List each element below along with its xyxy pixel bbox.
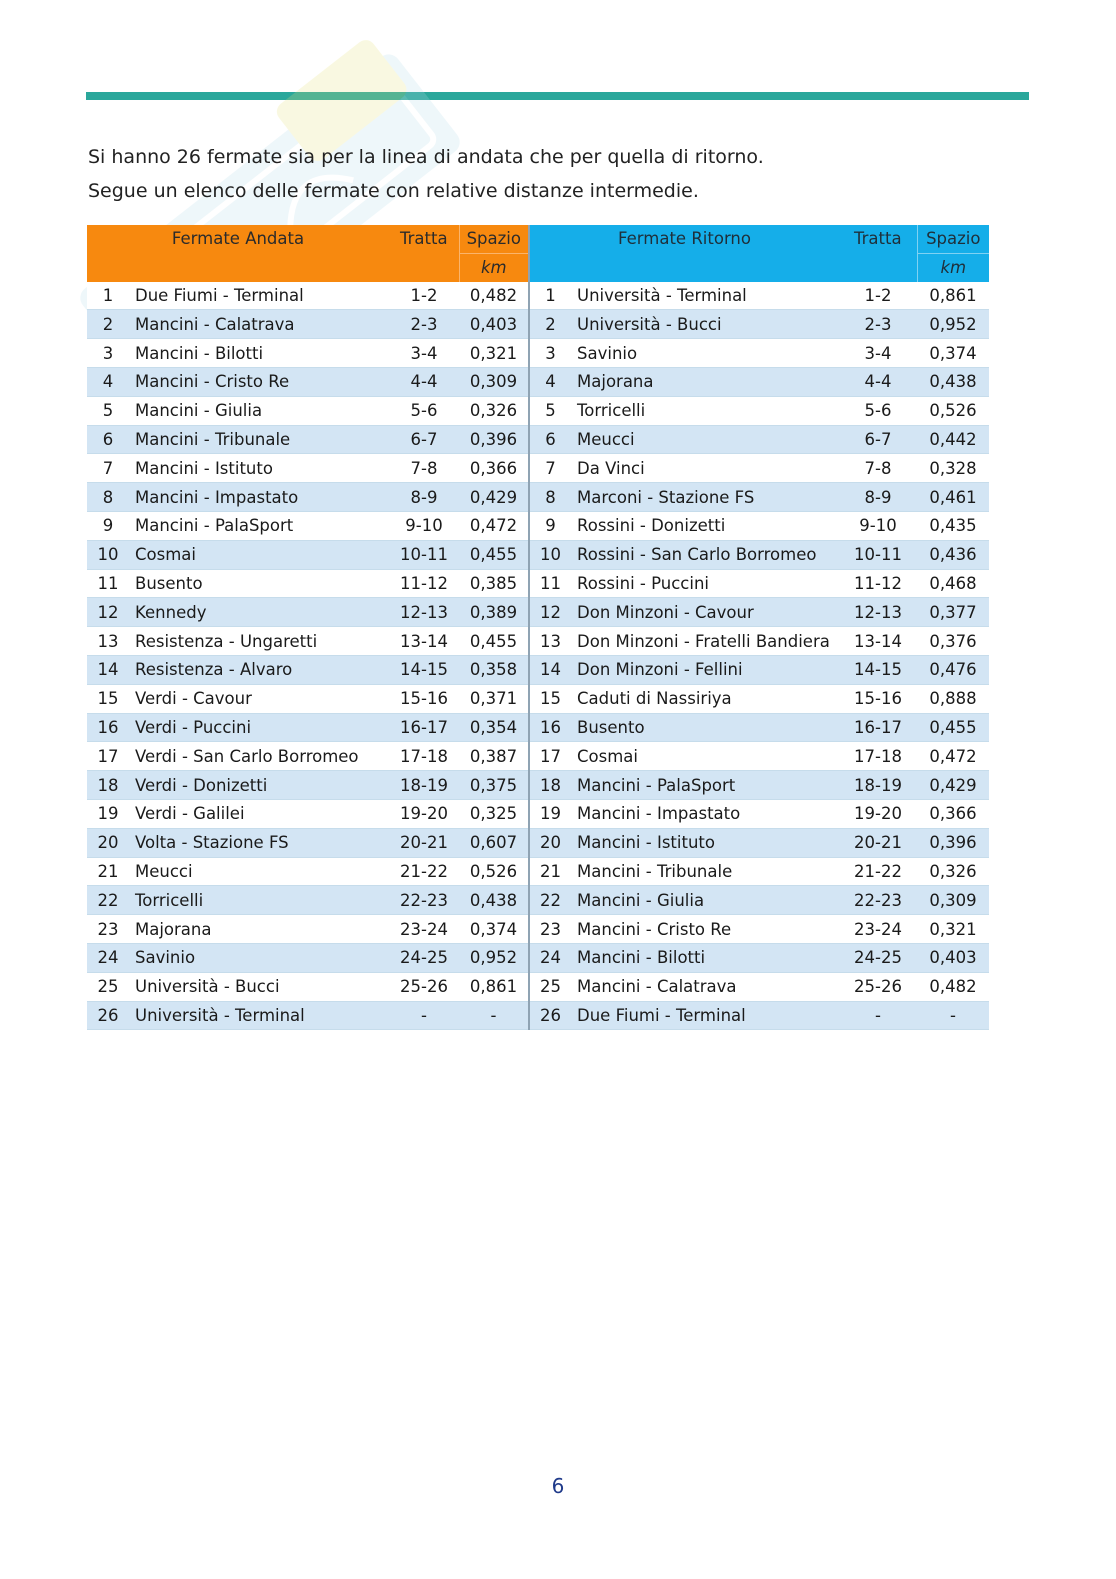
andata-stop-number: 13 xyxy=(87,627,129,656)
ritorno-stop-name: Don Minzoni - Fellini xyxy=(571,655,839,684)
table-row xyxy=(87,425,989,454)
table-row xyxy=(87,540,989,569)
ritorno-stop-number: 26 xyxy=(529,1001,571,1030)
andata-stop-name: Verdi - Puccini xyxy=(129,713,389,742)
ritorno-spazio-header: Spazio xyxy=(917,225,989,253)
ritorno-spazio: 0,396 xyxy=(917,828,989,857)
ritorno-stop-number: 21 xyxy=(529,857,571,886)
ritorno-spazio: 0,326 xyxy=(917,857,989,886)
stops-table xyxy=(87,225,989,1030)
ritorno-spazio: 0,482 xyxy=(917,972,989,1001)
ritorno-stop-name: Università - Bucci xyxy=(571,310,839,339)
ritorno-spazio: 0,461 xyxy=(917,483,989,512)
ritorno-tratta: 25-26 xyxy=(839,972,917,1001)
table-row xyxy=(87,857,989,886)
andata-stop-number: 16 xyxy=(87,713,129,742)
andata-stop-name: Meucci xyxy=(129,857,389,886)
andata-spazio: 0,375 xyxy=(459,771,529,800)
ritorno-stop-number: 15 xyxy=(529,684,571,713)
andata-spazio-header: Spazio xyxy=(459,225,529,253)
andata-stop-name: Verdi - Donizetti xyxy=(129,771,389,800)
andata-tratta: 19-20 xyxy=(389,799,459,828)
andata-stop-name: Verdi - Galilei xyxy=(129,799,389,828)
ritorno-stop-name: Caduti di Nassiriya xyxy=(571,684,839,713)
ritorno-tratta: 14-15 xyxy=(839,655,917,684)
andata-tratta: 8-9 xyxy=(389,483,459,512)
andata-spazio: 0,387 xyxy=(459,742,529,771)
andata-spazio: 0,472 xyxy=(459,511,529,540)
andata-tratta: 9-10 xyxy=(389,511,459,540)
table-row xyxy=(87,511,989,540)
andata-tratta: 20-21 xyxy=(389,828,459,857)
andata-tratta: 13-14 xyxy=(389,627,459,656)
ritorno-tratta: 7-8 xyxy=(839,454,917,483)
table-row xyxy=(87,1001,989,1030)
andata-stop-number: 21 xyxy=(87,857,129,886)
ritorno-stop-number: 25 xyxy=(529,972,571,1001)
andata-stop-number: 11 xyxy=(87,569,129,598)
andata-tratta: 3-4 xyxy=(389,339,459,368)
ritorno-stop-number: 19 xyxy=(529,799,571,828)
table-row xyxy=(87,915,989,944)
andata-spazio: 0,482 xyxy=(459,282,529,310)
ritorno-spazio: 0,309 xyxy=(917,886,989,915)
andata-stop-name: Mancini - Calatrava xyxy=(129,310,389,339)
table-row xyxy=(87,598,989,627)
ritorno-stop-name: Università - Terminal xyxy=(571,282,839,310)
andata-tratta: 10-11 xyxy=(389,540,459,569)
ritorno-stop-number: 22 xyxy=(529,886,571,915)
andata-stop-name: Verdi - Cavour xyxy=(129,684,389,713)
ritorno-tratta: 3-4 xyxy=(839,339,917,368)
ritorno-stop-name: Don Minzoni - Fratelli Bandiera xyxy=(571,627,839,656)
andata-stop-number: 7 xyxy=(87,454,129,483)
ritorno-stop-number: 18 xyxy=(529,771,571,800)
table-row xyxy=(87,396,989,425)
ritorno-stop-number: 11 xyxy=(529,569,571,598)
ritorno-tratta: 22-23 xyxy=(839,886,917,915)
ritorno-stop-number: 8 xyxy=(529,483,571,512)
andata-stop-name: Resistenza - Alvaro xyxy=(129,655,389,684)
ritorno-stop-name: Meucci xyxy=(571,425,839,454)
ritorno-tratta: 18-19 xyxy=(839,771,917,800)
andata-tratta: 23-24 xyxy=(389,915,459,944)
andata-stop-name: Mancini - Cristo Re xyxy=(129,367,389,396)
ritorno-spazio: 0,526 xyxy=(917,396,989,425)
ritorno-spazio: 0,376 xyxy=(917,627,989,656)
table-row xyxy=(87,742,989,771)
andata-stop-name: Mancini - Tribunale xyxy=(129,425,389,454)
andata-spazio: 0,952 xyxy=(459,943,529,972)
andata-stop-name: Mancini - Bilotti xyxy=(129,339,389,368)
andata-stop-number: 25 xyxy=(87,972,129,1001)
table-row xyxy=(87,713,989,742)
ritorno-spazio: 0,952 xyxy=(917,310,989,339)
andata-tratta: 17-18 xyxy=(389,742,459,771)
ritorno-stop-name: Marconi - Stazione FS xyxy=(571,483,839,512)
andata-tratta: 1-2 xyxy=(389,282,459,310)
table-row xyxy=(87,972,989,1001)
ritorno-tratta: 12-13 xyxy=(839,598,917,627)
andata-spazio: 0,526 xyxy=(459,857,529,886)
ritorno-spazio: 0,861 xyxy=(917,282,989,310)
andata-spazio: 0,396 xyxy=(459,425,529,454)
ritorno-stop-name: Mancini - Calatrava xyxy=(571,972,839,1001)
ritorno-tratta: 16-17 xyxy=(839,713,917,742)
ritorno-spazio: 0,435 xyxy=(917,511,989,540)
andata-stop-name: Università - Terminal xyxy=(129,1001,389,1030)
andata-stop-name: Due Fiumi - Terminal xyxy=(129,282,389,310)
andata-stop-name: Busento xyxy=(129,569,389,598)
andata-stop-number: 14 xyxy=(87,655,129,684)
ritorno-tratta: 11-12 xyxy=(839,569,917,598)
andata-tratta-header: Tratta xyxy=(389,225,459,282)
ritorno-stop-name: Busento xyxy=(571,713,839,742)
ritorno-spazio: 0,374 xyxy=(917,339,989,368)
table-row xyxy=(87,886,989,915)
table-row xyxy=(87,339,989,368)
ritorno-tratta: 17-18 xyxy=(839,742,917,771)
table-row xyxy=(87,627,989,656)
ritorno-tratta: 20-21 xyxy=(839,828,917,857)
andata-spazio: 0,325 xyxy=(459,799,529,828)
andata-stop-number: 20 xyxy=(87,828,129,857)
andata-spazio: 0,455 xyxy=(459,540,529,569)
andata-tratta: 24-25 xyxy=(389,943,459,972)
ritorno-tratta: 13-14 xyxy=(839,627,917,656)
andata-stop-name: Resistenza - Ungaretti xyxy=(129,627,389,656)
ritorno-stop-name: Rossini - Puccini xyxy=(571,569,839,598)
andata-tratta: 22-23 xyxy=(389,886,459,915)
ritorno-spazio: 0,436 xyxy=(917,540,989,569)
andata-spazio: 0,403 xyxy=(459,310,529,339)
andata-stop-number: 8 xyxy=(87,483,129,512)
andata-stop-name: Mancini - Giulia xyxy=(129,396,389,425)
table-row xyxy=(87,943,989,972)
ritorno-stop-name: Rossini - San Carlo Borromeo xyxy=(571,540,839,569)
andata-tratta: 6-7 xyxy=(389,425,459,454)
andata-tratta: 15-16 xyxy=(389,684,459,713)
andata-tratta: 21-22 xyxy=(389,857,459,886)
intro-line-1: Si hanno 26 fermate sia per la linea di andata che per quella di ritorno. xyxy=(88,146,764,168)
andata-stop-name: Kennedy xyxy=(129,598,389,627)
table-row xyxy=(87,310,989,339)
table-row xyxy=(87,828,989,857)
andata-stop-name: Verdi - San Carlo Borromeo xyxy=(129,742,389,771)
andata-spazio: 0,358 xyxy=(459,655,529,684)
ritorno-stop-number: 6 xyxy=(529,425,571,454)
ritorno-spazio: 0,438 xyxy=(917,367,989,396)
table-row xyxy=(87,282,989,310)
andata-stop-name: Savinio xyxy=(129,943,389,972)
ritorno-stop-name: Mancini - Giulia xyxy=(571,886,839,915)
ritorno-spazio: 0,429 xyxy=(917,771,989,800)
andata-header: Fermate Andata xyxy=(87,225,389,282)
table-row xyxy=(87,367,989,396)
page-number: 6 xyxy=(551,1474,565,1498)
andata-tratta: 7-8 xyxy=(389,454,459,483)
andata-stop-name: Mancini - PalaSport xyxy=(129,511,389,540)
ritorno-spazio: 0,442 xyxy=(917,425,989,454)
ritorno-stop-number: 1 xyxy=(529,282,571,310)
andata-stop-number: 15 xyxy=(87,684,129,713)
andata-spazio: 0,374 xyxy=(459,915,529,944)
andata-stop-name: Mancini - Impastato xyxy=(129,483,389,512)
intro-text xyxy=(88,140,988,208)
table-row xyxy=(87,655,989,684)
ritorno-tratta: 2-3 xyxy=(839,310,917,339)
ritorno-stop-number: 17 xyxy=(529,742,571,771)
andata-stop-name: Università - Bucci xyxy=(129,972,389,1001)
ritorno-stop-name: Due Fiumi - Terminal xyxy=(571,1001,839,1030)
table-row xyxy=(87,684,989,713)
ritorno-stop-name: Cosmai xyxy=(571,742,839,771)
andata-stop-number: 6 xyxy=(87,425,129,454)
ritorno-stop-number: 5 xyxy=(529,396,571,425)
ritorno-tratta: 15-16 xyxy=(839,684,917,713)
ritorno-tratta: 19-20 xyxy=(839,799,917,828)
ritorno-spazio: - xyxy=(917,1001,989,1030)
ritorno-stop-number: 14 xyxy=(529,655,571,684)
andata-spazio: 0,438 xyxy=(459,886,529,915)
andata-spazio: 0,607 xyxy=(459,828,529,857)
andata-stop-number: 1 xyxy=(87,282,129,310)
table-row xyxy=(87,569,989,598)
andata-stop-number: 19 xyxy=(87,799,129,828)
ritorno-stop-number: 9 xyxy=(529,511,571,540)
table-row xyxy=(87,799,989,828)
andata-spazio: 0,429 xyxy=(459,483,529,512)
ritorno-spazio: 0,321 xyxy=(917,915,989,944)
andata-stop-name: Mancini - Istituto xyxy=(129,454,389,483)
ritorno-stop-number: 12 xyxy=(529,598,571,627)
ritorno-stop-number: 2 xyxy=(529,310,571,339)
ritorno-tratta: 10-11 xyxy=(839,540,917,569)
ritorno-stop-number: 7 xyxy=(529,454,571,483)
ritorno-stop-number: 13 xyxy=(529,627,571,656)
ritorno-tratta: 9-10 xyxy=(839,511,917,540)
ritorno-spazio: 0,472 xyxy=(917,742,989,771)
ritorno-stop-number: 23 xyxy=(529,915,571,944)
andata-stop-number: 5 xyxy=(87,396,129,425)
ritorno-stop-name: Rossini - Donizetti xyxy=(571,511,839,540)
andata-stop-number: 22 xyxy=(87,886,129,915)
ritorno-spazio: 0,888 xyxy=(917,684,989,713)
ritorno-tratta-header: Tratta xyxy=(839,225,917,282)
table-row xyxy=(87,454,989,483)
intro-line-2: Segue un elenco delle fermate con relative distanze intermedie. xyxy=(88,180,699,202)
andata-tratta: 16-17 xyxy=(389,713,459,742)
andata-stop-number: 17 xyxy=(87,742,129,771)
andata-tratta: 14-15 xyxy=(389,655,459,684)
andata-spazio: 0,309 xyxy=(459,367,529,396)
top-accent-rule xyxy=(86,92,1029,100)
ritorno-spazio: 0,366 xyxy=(917,799,989,828)
andata-spazio: 0,861 xyxy=(459,972,529,1001)
andata-tratta: 2-3 xyxy=(389,310,459,339)
ritorno-stop-number: 4 xyxy=(529,367,571,396)
andata-spazio: 0,389 xyxy=(459,598,529,627)
andata-tratta: 11-12 xyxy=(389,569,459,598)
ritorno-tratta: 8-9 xyxy=(839,483,917,512)
ritorno-stop-name: Don Minzoni - Cavour xyxy=(571,598,839,627)
andata-tratta: 18-19 xyxy=(389,771,459,800)
ritorno-stop-name: Mancini - Tribunale xyxy=(571,857,839,886)
ritorno-stop-number: 3 xyxy=(529,339,571,368)
andata-stop-number: 24 xyxy=(87,943,129,972)
andata-tratta: 25-26 xyxy=(389,972,459,1001)
andata-stop-name: Torricelli xyxy=(129,886,389,915)
ritorno-stop-number: 16 xyxy=(529,713,571,742)
andata-stop-number: 4 xyxy=(87,367,129,396)
andata-stop-number: 9 xyxy=(87,511,129,540)
ritorno-stop-name: Savinio xyxy=(571,339,839,368)
andata-tratta: 4-4 xyxy=(389,367,459,396)
ritorno-tratta: - xyxy=(839,1001,917,1030)
ritorno-stop-name: Majorana xyxy=(571,367,839,396)
andata-spazio: 0,354 xyxy=(459,713,529,742)
ritorno-stop-number: 24 xyxy=(529,943,571,972)
ritorno-tratta: 5-6 xyxy=(839,396,917,425)
andata-stop-name: Majorana xyxy=(129,915,389,944)
andata-stop-number: 23 xyxy=(87,915,129,944)
ritorno-tratta: 4-4 xyxy=(839,367,917,396)
ritorno-tratta: 6-7 xyxy=(839,425,917,454)
ritorno-tratta: 21-22 xyxy=(839,857,917,886)
andata-stop-name: Volta - Stazione FS xyxy=(129,828,389,857)
ritorno-spazio: 0,403 xyxy=(917,943,989,972)
ritorno-stop-number: 10 xyxy=(529,540,571,569)
andata-stop-number: 18 xyxy=(87,771,129,800)
ritorno-unit-label: km xyxy=(917,253,989,281)
andata-tratta: 12-13 xyxy=(389,598,459,627)
andata-stop-number: 3 xyxy=(87,339,129,368)
andata-unit-label: km xyxy=(459,253,529,281)
andata-spazio: - xyxy=(459,1001,529,1030)
ritorno-tratta: 24-25 xyxy=(839,943,917,972)
andata-spazio: 0,371 xyxy=(459,684,529,713)
andata-stop-number: 12 xyxy=(87,598,129,627)
ritorno-stop-number: 20 xyxy=(529,828,571,857)
ritorno-stop-name: Mancini - Cristo Re xyxy=(571,915,839,944)
ritorno-spazio: 0,455 xyxy=(917,713,989,742)
ritorno-spazio: 0,328 xyxy=(917,454,989,483)
ritorno-stop-name: Torricelli xyxy=(571,396,839,425)
andata-spazio: 0,455 xyxy=(459,627,529,656)
andata-stop-number: 10 xyxy=(87,540,129,569)
andata-tratta: 5-6 xyxy=(389,396,459,425)
ritorno-stop-name: Mancini - Istituto xyxy=(571,828,839,857)
ritorno-stop-name: Da Vinci xyxy=(571,454,839,483)
andata-spazio: 0,366 xyxy=(459,454,529,483)
ritorno-stop-name: Mancini - PalaSport xyxy=(571,771,839,800)
table-row xyxy=(87,771,989,800)
andata-stop-number: 26 xyxy=(87,1001,129,1030)
ritorno-header: Fermate Ritorno xyxy=(529,225,839,282)
ritorno-spazio: 0,377 xyxy=(917,598,989,627)
andata-tratta: - xyxy=(389,1001,459,1030)
andata-spazio: 0,326 xyxy=(459,396,529,425)
andata-stop-number: 2 xyxy=(87,310,129,339)
ritorno-tratta: 1-2 xyxy=(839,282,917,310)
ritorno-spazio: 0,468 xyxy=(917,569,989,598)
andata-spazio: 0,385 xyxy=(459,569,529,598)
andata-stop-name: Cosmai xyxy=(129,540,389,569)
table-row xyxy=(87,483,989,512)
ritorno-stop-name: Mancini - Bilotti xyxy=(571,943,839,972)
andata-spazio: 0,321 xyxy=(459,339,529,368)
ritorno-tratta: 23-24 xyxy=(839,915,917,944)
ritorno-stop-name: Mancini - Impastato xyxy=(571,799,839,828)
ritorno-spazio: 0,476 xyxy=(917,655,989,684)
